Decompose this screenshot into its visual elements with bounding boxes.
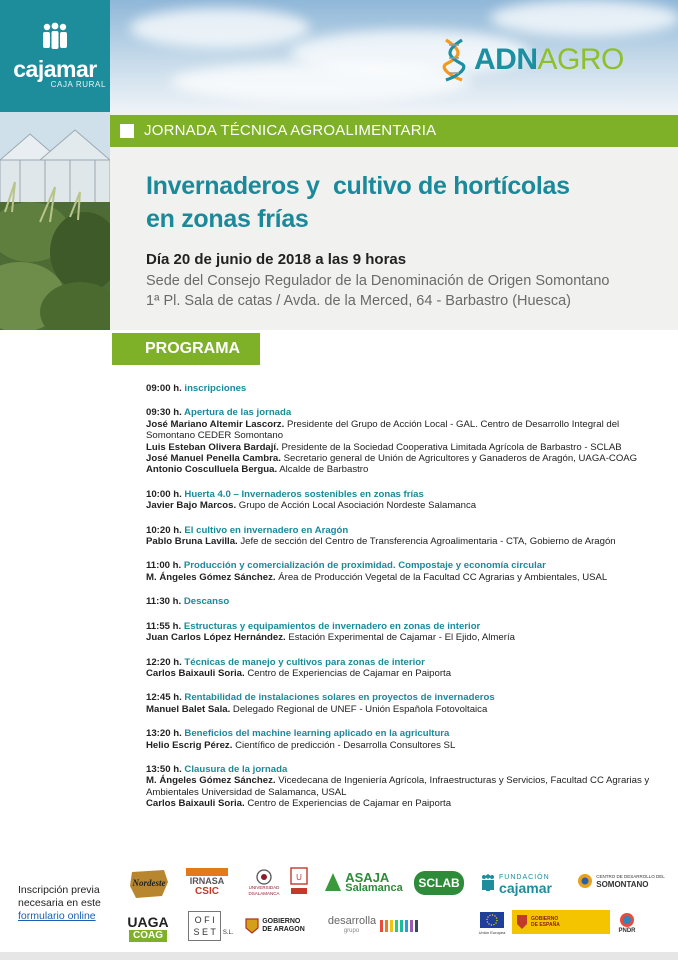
ofiset-label-b: S E T	[193, 927, 216, 937]
program-item-heading	[146, 560, 666, 571]
asaja-logo	[322, 870, 406, 896]
program-item	[146, 383, 666, 394]
sclab-logo	[414, 871, 464, 895]
program-session-title: inscripciones	[184, 383, 247, 394]
adnagro-wordmark-adn: ADN	[474, 43, 538, 76]
program-item	[146, 407, 666, 475]
aragon-shield-icon	[245, 918, 259, 934]
speaker-role: Delegado Regional de UNEF - Unión Española Fotovoltaica	[232, 703, 488, 715]
csic-label: CSIC	[195, 886, 219, 897]
program-time: 13:50 h.	[146, 763, 182, 775]
pndr-emblem-icon	[619, 912, 635, 928]
desarrolla-sub-label: grupo	[343, 928, 360, 934]
bottom-strip	[0, 952, 678, 960]
irnasa-csic-logo	[186, 866, 228, 900]
program-session-title: Estructuras y equipamientos de invernadero en zonas de interior	[183, 620, 481, 632]
topic-square-icon	[120, 124, 134, 138]
registration-note	[18, 884, 101, 923]
speaker-role: Alcalde de Barbastro	[279, 464, 369, 476]
program-session-title: Beneficios del machine learning aplicado en la agricultura	[184, 728, 450, 740]
topic-banner	[110, 115, 678, 147]
program-item-heading	[146, 407, 666, 418]
program-time: 13:20 h.	[146, 728, 182, 740]
university-seal-icon	[256, 869, 272, 885]
speaker-role: Científico de predicción - Desarrolla Consultores SL	[235, 739, 456, 751]
speaker-name: M. Ángeles Gómez Sánchez.	[146, 571, 276, 583]
program-item-heading	[146, 692, 666, 703]
event-header	[0, 0, 678, 357]
program-session-title: El cultivo en invernadero en Aragón	[184, 524, 349, 536]
adnagro-logo	[442, 38, 624, 82]
registration-form-link[interactable]: formulario online	[18, 910, 96, 922]
program-speaker	[146, 442, 666, 453]
program-time: 10:00 h.	[146, 488, 182, 500]
speaker-name: M. Ángeles Gómez Sánchez.	[146, 775, 276, 787]
program-speaker	[146, 668, 666, 679]
eu-label: Unión Europea	[478, 930, 506, 935]
aragon-label-b: DE ARAGON	[262, 926, 305, 933]
program-speaker	[146, 500, 666, 511]
program-item	[146, 657, 666, 680]
speaker-role: Jefe de sección del Centro de Transferencia Agroalimentaria - CTA, Gobierno de Aragón	[240, 536, 616, 548]
program-item	[146, 525, 666, 548]
program-speaker	[146, 632, 666, 643]
uaga-label: UAGA	[127, 913, 169, 930]
registration-note-line1: Inscripción previa	[18, 884, 100, 896]
fundacion-cajamar-logo	[474, 868, 558, 898]
program-speaker	[146, 798, 666, 809]
fundacion-label: FUNDACIÓN	[499, 874, 550, 881]
program-session-title: Apertura de las jornada	[184, 407, 292, 419]
ofiset-logo	[188, 906, 234, 946]
coag-label: COAG	[129, 930, 167, 942]
greenhouse-photo	[0, 112, 110, 330]
program-item-heading	[146, 489, 666, 500]
fundacion-cajamar-label: cajamar	[499, 880, 552, 896]
speaker-name: Carlos Baixauli Soria.	[146, 798, 245, 810]
svg-text:U: U	[296, 873, 302, 882]
program-item	[146, 596, 666, 607]
program-session-title: Descanso	[183, 596, 230, 608]
program-item	[146, 560, 666, 583]
speaker-role: Vicedecana de Ingeniería Agrícola, Infraestructuras y Servicios, Facultad CC Agrarias y Ambientales Universidad de Salamanca, USAL	[146, 775, 650, 798]
program-time: 11:55 h.	[146, 620, 182, 632]
program-speaker	[146, 464, 666, 475]
topic-label: JORNADA TÉCNICA AGROALIMENTARIA	[144, 122, 437, 139]
program-item-heading	[146, 764, 666, 775]
program-speaker	[146, 704, 666, 715]
people-icon	[38, 22, 72, 52]
program-time: 11:00 h.	[146, 560, 182, 572]
program-speaker	[146, 536, 666, 547]
program-speaker	[146, 572, 666, 583]
speaker-role: Grupo de Acción Local Asociación Nordeste Salamanca	[238, 500, 477, 512]
gobierno-aragon-logo	[244, 914, 306, 938]
program-item-heading	[146, 728, 666, 739]
speaker-name: Javier Bajo Marcos.	[146, 500, 237, 512]
desarrolla-label: desarrolla	[327, 915, 377, 927]
usal-logo	[246, 866, 282, 900]
desarrolla-logo	[322, 912, 430, 940]
adnagro-wordmark-agro: AGRO	[537, 43, 624, 76]
sclab-label: SCLAB	[418, 876, 460, 890]
cajamar-tagline: CAJA RURAL	[50, 80, 106, 89]
speaker-role: Secretario general de Unión de Agricultores y Ganaderos de Aragón, UAGA-COAG	[283, 453, 638, 465]
dna-icon	[442, 38, 466, 82]
eu-logo	[478, 910, 506, 938]
speaker-name: Antonio Cosculluela Bergua.	[146, 464, 278, 476]
uaga-coag-logo	[126, 910, 170, 946]
program-item	[146, 621, 666, 644]
program-session-title: Huerta 4.0 – Invernaderos sostenibles en zonas frías	[184, 488, 424, 500]
gobierno-espana-label-b: DE ESPAÑA	[531, 922, 560, 928]
event-title	[146, 170, 656, 236]
program-speaker	[146, 740, 666, 751]
nordeste-label: Nordeste	[132, 878, 166, 888]
program-item-heading	[146, 621, 666, 632]
program-time: 12:45 h.	[146, 692, 182, 704]
program-time: 10:20 h.	[146, 524, 182, 536]
speaker-name: Juan Carlos López Hernández.	[146, 632, 286, 644]
program-item-heading	[146, 596, 666, 607]
speaker-name: José Mariano Altemir Lascorz.	[146, 418, 285, 430]
program-list	[146, 383, 666, 823]
programa-heading: PROGRAMA	[112, 333, 260, 365]
event-address: 1ª Pl. Sala de catas / Avda. de la Merced, 64 - Barbastro (Huesca)	[146, 293, 572, 309]
event-venue: Sede del Consejo Regulador de la Denominación de Origen Somontano	[146, 273, 610, 289]
ofiset-label-c: S.L.	[222, 930, 234, 936]
program-item-heading	[146, 657, 666, 668]
program-time: 09:00 h.	[146, 383, 182, 394]
program-session-title: Rentabilidad de instalaciones solares en proyectos de invernaderos	[184, 692, 495, 704]
asaja-sub-label: Salamanca	[345, 882, 403, 894]
program-item	[146, 764, 666, 810]
gobierno-espana-logo	[512, 910, 610, 934]
speaker-name: Luis Esteban Olivera Bardají.	[146, 441, 279, 453]
aragon-label-a: GOBIERNO	[262, 918, 301, 925]
speaker-name: Carlos Baixauli Soria.	[146, 667, 245, 679]
program-speaker	[146, 775, 666, 798]
fundacion-people-icon	[480, 874, 496, 892]
event-title-line1: Invernaderos y cultivo de hortícolas	[146, 172, 570, 200]
program-speaker	[146, 419, 666, 442]
program-session-title: Producción y comercialización de proximidad. Compostaje y economía circular	[183, 560, 546, 572]
speaker-role: Presidente del Grupo de Acción Local - GAL. Centro de Desarrollo Integral del Somontano CEDER Somontano	[146, 418, 620, 442]
program-item	[146, 489, 666, 512]
event-date: Día 20 de junio de 2018 a las 9 horas	[146, 251, 407, 268]
eu-flag-icon	[480, 912, 504, 928]
usal-label-a: UNIVERSIDAD	[248, 885, 280, 890]
usal-faculty-logo	[288, 866, 310, 898]
ofiset-label-a: O F I	[194, 915, 215, 925]
asaja-leaf-icon	[325, 873, 341, 893]
somontano-emblem-icon	[577, 873, 593, 889]
desarrolla-bars-icon	[380, 918, 424, 934]
asaja-label: ASAJA	[345, 870, 390, 885]
pndr-label: PNDR	[618, 928, 636, 934]
speaker-name: José Manuel Penella Cambra.	[146, 453, 281, 465]
program-time: 09:30 h.	[146, 407, 182, 419]
speaker-role: Centro de Experiencias de Cajamar en Paiporta	[247, 667, 452, 679]
speaker-role: Centro de Experiencias de Cajamar en Paiporta	[247, 798, 452, 810]
program-time: 12:20 h.	[146, 656, 182, 668]
gobierno-espana-label-a: GOBIERNO	[531, 916, 559, 922]
program-speaker	[146, 453, 666, 464]
program-item-heading	[146, 525, 666, 536]
nordeste-logo	[126, 868, 172, 900]
program-session-title: Clausura de la jornada	[184, 763, 288, 775]
speaker-role: Estación Experimental de Cajamar - El Ejido, Almería	[288, 632, 515, 644]
somontano-label-b: SOMONTANO	[596, 880, 649, 889]
cajamar-wordmark: cajamar	[13, 56, 97, 82]
speaker-name: Manuel Balet Sala.	[146, 703, 231, 715]
speaker-name: Pablo Bruna Lavilla.	[146, 536, 238, 548]
speaker-name: Helio Escrig Pérez.	[146, 739, 233, 751]
usal-label-b: DSALAMANCA	[248, 891, 280, 896]
irnasa-label: IRNASA	[189, 876, 225, 886]
registration-note-line2: necesaria en este	[18, 897, 101, 909]
program-item	[146, 728, 666, 751]
pndr-logo	[614, 908, 640, 938]
program-item	[146, 692, 666, 715]
cajamar-logo	[0, 0, 110, 112]
somontano-logo	[568, 870, 674, 892]
speaker-role: Presidente de la Sociedad Cooperativa Limitada Agrícola de Barbastro - SCLAB	[281, 441, 622, 453]
event-title-line2: en zonas frías	[146, 205, 309, 233]
speaker-role: Área de Producción Vegetal de la Facultad CC Agrarias y Ambientales, USAL	[278, 571, 608, 583]
program-time: 11:30 h.	[146, 596, 182, 608]
program-session-title: Técnicas de manejo y cultivos para zonas de interior	[184, 656, 425, 668]
spain-shield-icon	[516, 914, 528, 930]
somontano-label-a: CENTRO DE DESARROLLO DEL	[596, 874, 665, 879]
program-item-heading	[146, 383, 666, 394]
